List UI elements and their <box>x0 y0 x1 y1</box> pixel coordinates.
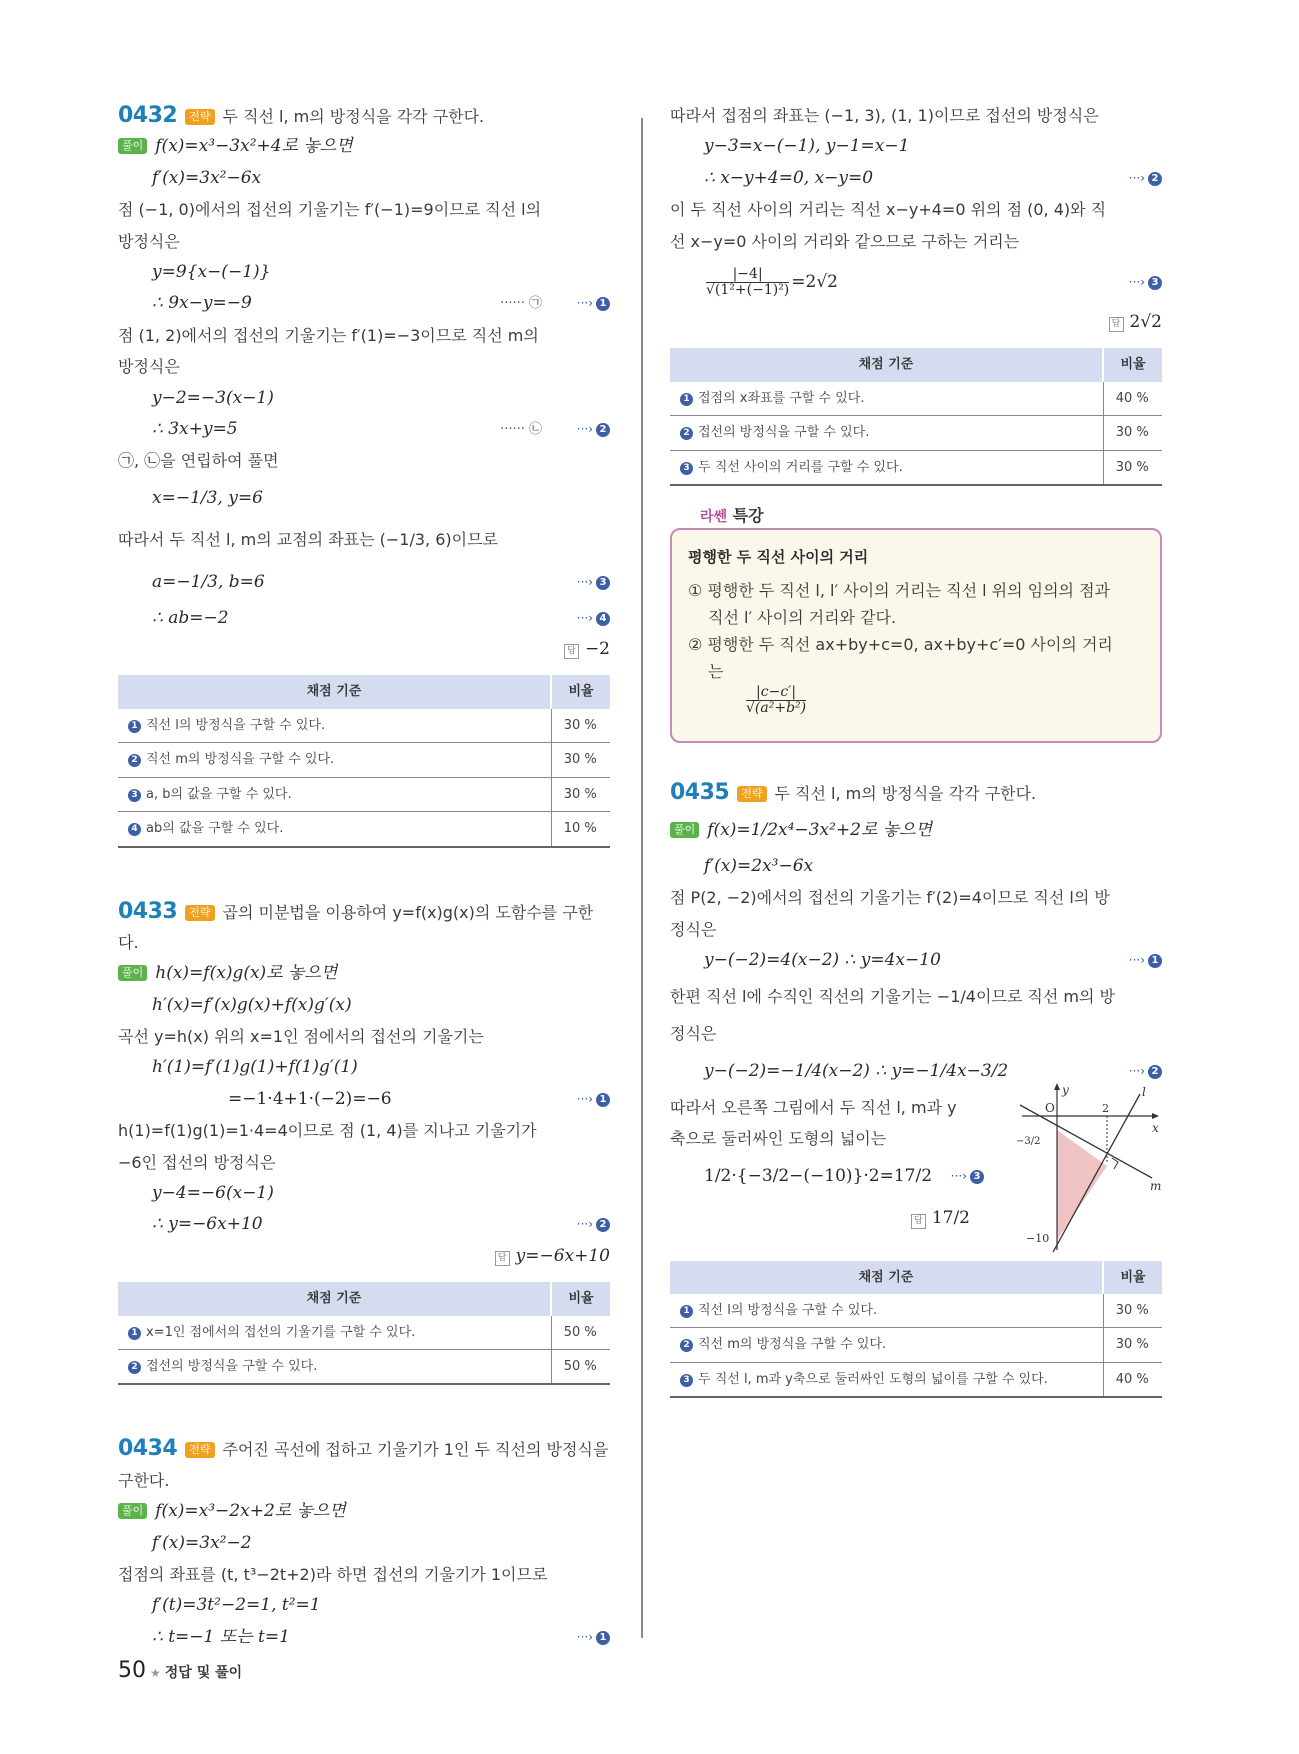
solution-line: h′(x)=f′(x)g(x)+f(x)g′(x) <box>152 994 352 1015</box>
grading-table <box>670 348 1162 486</box>
distance-formula: $\frac{|c-c'|}{\text{√(a²+b²)}}$ <box>746 684 807 717</box>
answer-icon: 답 <box>911 1214 926 1229</box>
problem-0433 <box>118 896 610 1386</box>
table-row: 1 직선 l의 방정식을 구할 수 있다. 30 % <box>670 1294 1162 1328</box>
left-column <box>118 100 610 1653</box>
solution-line: 따라서 접점의 좌표는 (−1, 3), (1, 1)이므로 접선의 방정식은 <box>670 106 1099 125</box>
footer-title: 정답 및 풀이 <box>164 1665 243 1681</box>
solution-line: 정식은 <box>670 1024 717 1044</box>
answer: 답 17/2 <box>670 1197 970 1239</box>
svg-text:O: O <box>1045 1100 1055 1115</box>
solution-line: 선 x−y=0 사이의 거리와 같으므로 구하는 거리는 <box>670 231 1020 251</box>
equation-tag: ······ ㉠ <box>500 296 542 312</box>
step-marker-2: ···› 2 <box>577 414 610 445</box>
table-row: 1 x=1인 점에서의 접선의 기울기를 구할 수 있다. 50 % <box>118 1316 610 1350</box>
solution-line: 따라서 오른쪽 그림에서 두 직선 l, m과 y <box>670 1097 957 1117</box>
step-marker-3: ···› 3 <box>1129 257 1162 307</box>
tip-title: 평행한 두 직선 사이의 거리 <box>688 547 869 566</box>
step-marker-2: ···› 2 <box>1129 1050 1162 1092</box>
tangent-lines-graph <box>1012 1082 1162 1252</box>
svg-text:−3/2: −3/2 <box>1016 1135 1041 1147</box>
svg-text:l: l <box>1142 1084 1146 1099</box>
strategy-badge: 전략 <box>737 786 766 802</box>
solution-line: 점 P(2, −2)에서의 접선의 기울기는 f′(2)=4이므로 직선 l의 방 <box>670 888 1110 908</box>
table-row: 3 a, b의 값을 구할 수 있다. 30 % <box>118 777 610 811</box>
strategy-badge: 전략 <box>185 109 214 125</box>
step-marker-3: ···› 3 <box>951 1155 984 1197</box>
solution-line: 점 (−1, 0)에서의 접선의 기울기는 f′(−1)=9이므로 직선 l의 <box>118 200 542 220</box>
grading-table <box>118 1282 610 1385</box>
table-row: 1 직선 l의 방정식을 구할 수 있다. 30 % <box>118 709 610 743</box>
problem-number: 0433 <box>118 898 178 924</box>
table-row: 4 ab의 값을 구할 수 있다. 10 % <box>118 812 610 847</box>
page-footer <box>118 1658 242 1683</box>
equation-tag: ······ ㉡ <box>500 421 542 437</box>
step-marker-3: ···› 3 <box>577 561 610 603</box>
strategy-text: 곱의 미분법을 이용하여 y=f(x)g(x)의 도함수를 구한 <box>222 902 594 922</box>
solution-line: y−3=x−(−1), y−1=x−1 <box>704 136 910 157</box>
answer-icon: 답 <box>495 1251 510 1266</box>
solution-line: 곡선 y=h(x) 위의 x=1인 점에서의 접선의 기울기는 <box>118 1027 484 1047</box>
solution-line: ∴ 9x−y=−9 <box>152 293 252 314</box>
answer-icon: 답 <box>1109 317 1124 332</box>
tip-line: ① 평행한 두 직선 l, l′ 사이의 거리는 직선 l 위의 임의의 점과 <box>688 581 1111 601</box>
solution-line: =−1·4+1·(−2)=−6 <box>228 1088 392 1109</box>
step-marker-1: ···› 1 <box>577 288 610 319</box>
solution-line: y−(−2)=4(x−2) ∴ y=4x−10 <box>704 949 941 970</box>
strategy-badge: 전략 <box>185 1442 214 1458</box>
strategy-text: 주어진 곡선에 접하고 기울기가 1인 두 직선의 방정식을 <box>222 1440 609 1460</box>
svg-text:x: x <box>1152 1120 1159 1135</box>
solution-line: 접점의 좌표를 (t, t³−2t+2)라 하면 접선의 기울기가 1이므로 <box>118 1564 548 1584</box>
solution-line: h′(1)=f′(1)g(1)+f(1)g′(1) <box>152 1057 358 1078</box>
rate-header: 비율 <box>1103 1261 1162 1294</box>
solution-line: 1/2·{−3/2−(−10)}·2=17/2 <box>704 1165 933 1186</box>
solution-line: 방정식은 <box>118 231 180 251</box>
problem-number: 0435 <box>670 780 730 806</box>
solution-line: ㉠, ㉡을 연립하여 풀면 <box>118 451 279 471</box>
solution-line: f′(t)=3t²−2=1, t²=1 <box>152 1595 321 1616</box>
step-marker-4: ···› 4 <box>577 603 610 634</box>
table-row: 3 두 직선 사이의 거리를 구할 수 있다. 30 % <box>670 450 1162 485</box>
strategy-text: 두 직선 l, m의 방정식을 각각 구한다. <box>222 107 485 126</box>
solution-line: ∴ x−y+4=0, x−y=0 <box>704 167 874 188</box>
problem-0434 <box>118 1433 610 1653</box>
solution-line: h(1)=f(1)g(1)=1·4=4이므로 점 (1, 4)를 지나고 기울기가 <box>118 1121 537 1141</box>
strategy-text: 다. <box>118 932 139 952</box>
solution-line: y−4=−6(x−1) <box>152 1183 274 1204</box>
solution-line: 이 두 직선 사이의 거리는 직선 x−y+4=0 위의 점 (0, 4)와 직 <box>670 200 1107 220</box>
solution-line: 따라서 두 직선 l, m의 교점의 좌표는 (−1/3, 6)이므로 <box>118 529 499 549</box>
right-column <box>670 100 1162 1408</box>
solution-line: ∴ 3x+y=5 <box>152 418 238 439</box>
problem-0435 <box>670 777 1162 1398</box>
solution-line: 정식은 <box>670 919 717 939</box>
rate-header: 비율 <box>551 1282 610 1315</box>
table-row: 2 접선의 방정식을 구할 수 있다. 30 % <box>670 416 1162 450</box>
solution-line: y−2=−3(x−1) <box>152 387 274 408</box>
strategy-badge: 전략 <box>185 905 214 921</box>
answer: 답 −2 <box>118 634 610 665</box>
grading-table <box>670 1261 1162 1399</box>
solution-line: f(x)=x³−2x+2로 놓으면 <box>155 1501 346 1522</box>
table-row: 1 접점의 x좌표를 구할 수 있다. 40 % <box>670 382 1162 416</box>
svg-text:−10: −10 <box>1026 1231 1050 1245</box>
problem-0434-continued: 따라서 접점의 좌표는 (−1, 3), (1, 1)이므로 접선의 방정식은 y−3=x−(−1), y−1=x−1 ∴ x−y+4=0, x−y=0 ···› 2 이 두 직선 사이의 거리는 직선 x−y+4=0 위의 점 (0, 4)와 직 선 x−y=0 사이의 거리와 같으므로 구하는 거리는 $\frac{|-4|}{\text{√(1²+(−1)²)}}$ =2√2 ···› 3 답 2√2 채점 기준 비율 1 접점의 x좌표를 구할 수 있다. 40 % 2 접선의 방정식을 구할 수 있다. 30 % 3 두 직선 사이의 거리를 구할 수 있다. 30 % <box>670 100 1162 486</box>
solution-line: 한편 직선 l에 수직인 직선의 기울기는 −1/4이므로 직선 m의 방 <box>670 987 1115 1007</box>
criteria-header: 채점 기준 <box>118 1282 551 1315</box>
solution-line: a=−1/3, b=6 <box>152 571 265 592</box>
tip-line: 직선 l′ 사이의 거리와 같다. <box>708 608 897 628</box>
problem-0432 <box>118 100 610 848</box>
step-marker-1: ···› 1 <box>1129 945 1162 976</box>
solution-line: f′(x)=3x²−2 <box>152 1532 252 1553</box>
solution-line: −6인 접선의 방정식은 <box>118 1152 276 1172</box>
step-marker-2: ···› 2 <box>577 1209 610 1240</box>
solution-line: 점 (1, 2)에서의 접선의 기울기는 f′(1)=−3이므로 직선 m의 <box>118 325 539 345</box>
solution-line: f′(x)=2x³−6x <box>704 855 814 876</box>
problem-number: 0434 <box>118 1436 178 1462</box>
svg-text:2: 2 <box>1102 1101 1109 1115</box>
svg-text:y: y <box>1062 1082 1069 1097</box>
answer: 답 2√2 <box>670 307 1162 338</box>
answer: 답 y=−6x+10 <box>118 1241 610 1272</box>
answer-icon: 답 <box>564 644 579 659</box>
grading-table <box>118 675 610 847</box>
table-row: 2 직선 m의 방정식을 구할 수 있다. 30 % <box>670 1328 1162 1362</box>
step-marker-1: ···› 1 <box>577 1622 610 1653</box>
solution-line: y−(−2)=−1/4(x−2) ∴ y=−1/4x−3/2 <box>704 1060 1009 1081</box>
solution-badge: 풀이 <box>118 965 147 981</box>
solution-line: ∴ y=−6x+10 <box>152 1214 263 1235</box>
criteria-header: 채점 기준 <box>670 1261 1103 1294</box>
criteria-header: 채점 기준 <box>118 675 551 708</box>
page-number: 50 <box>118 1658 146 1683</box>
rate-header: 비율 <box>551 675 610 708</box>
strategy-text: 구한다. <box>118 1470 170 1490</box>
problem-number: 0432 <box>118 103 178 128</box>
tip-box <box>670 505 1162 743</box>
solution-line: f(x)=x³−3x²+4로 놓으면 <box>155 136 353 157</box>
solution-line: 방정식은 <box>118 357 180 377</box>
criteria-header: 채점 기준 <box>670 348 1103 381</box>
solution-line: ∴ ab=−2 <box>152 607 229 628</box>
rate-header: 비율 <box>1103 348 1162 381</box>
tip-line: 는 <box>708 662 724 682</box>
strategy-text: 두 직선 l, m의 방정식을 각각 구한다. <box>774 784 1037 804</box>
step-marker-1: ···› 1 <box>577 1084 610 1115</box>
solution-line: y=9{x−(−1)} <box>152 261 271 282</box>
tip-label: 라쎈 특강 <box>700 505 764 525</box>
solution-line: f′(x)=3x²−6x <box>152 167 262 188</box>
solution-line: 축으로 둘러싸인 도형의 넓이는 <box>670 1129 887 1149</box>
solution-line: f(x)=1/2x⁴−3x²+2로 놓으면 <box>707 819 933 840</box>
solution-badge: 풀이 <box>118 138 147 154</box>
svg-text:m: m <box>1150 1178 1162 1193</box>
table-row: 2 직선 m의 방정식을 구할 수 있다. 30 % <box>118 743 610 777</box>
distance-fraction: $\frac{|-4|}{\text{√(1²+(−1)²)}}$ <box>706 265 790 298</box>
table-row: 3 두 직선 l, m과 y축으로 둘러싸인 도형의 넓이를 구할 수 있다. 40 % <box>670 1362 1162 1397</box>
solution-line: x=−1/3, y=6 <box>152 487 263 508</box>
solution-badge: 풀이 <box>670 822 699 838</box>
solution-badge: 풀이 <box>118 1503 147 1519</box>
tip-line: ② 평행한 두 직선 ax+by+c=0, ax+by+c′=0 사이의 거리 <box>688 635 1113 655</box>
solution-line: h(x)=f(x)g(x)로 놓으면 <box>155 963 338 984</box>
shaded-region <box>1057 1130 1107 1240</box>
table-row: 2 접선의 방정식을 구할 수 있다. 50 % <box>118 1350 610 1385</box>
solution-line: ∴ t=−1 또는 t=1 <box>152 1626 290 1647</box>
star-icon: ★ <box>150 1666 161 1680</box>
step-marker-2: ···› 2 <box>1129 163 1162 194</box>
column-divider <box>641 118 643 1638</box>
